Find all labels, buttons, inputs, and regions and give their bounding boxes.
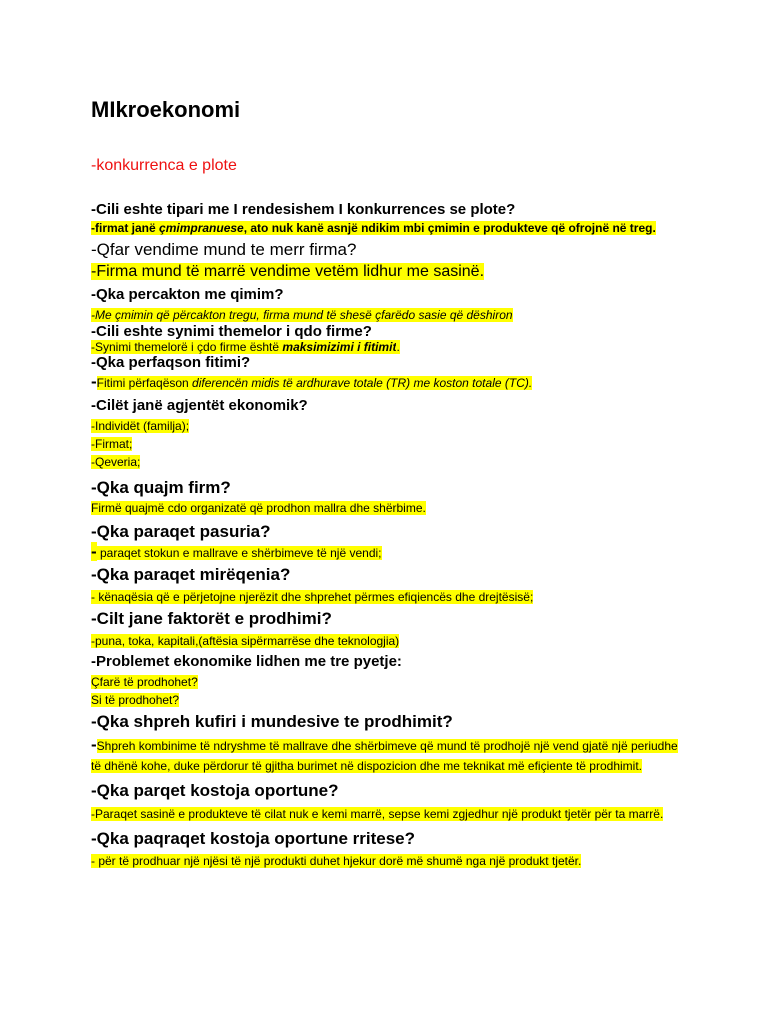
question: -Cilët janë agjentët ekonomik?	[91, 397, 308, 414]
document-subtitle: -konkurrenca e plote	[91, 157, 237, 174]
list-item: -Individët (familja);	[91, 419, 190, 433]
question: -Qka paraqet mirëqenia?	[91, 565, 291, 584]
answer: -firmat janë çmimpranuese, ato nuk kanë asnjë ndikim mbi çmimin e produkteve që ofrojnë në treg.	[91, 221, 656, 235]
answer: -Paraqet sasinë e produkteve të cilat nuk e kemi marrë, sepse kemi zgjedhur një produkt tjetër për ta marrë.	[91, 807, 664, 821]
answer: -Synimi themelorë i çdo firme është maksimizimi i fitimit.	[91, 340, 400, 354]
document-page	[91, 96, 691, 870]
answer: -Shpreh kombinime të ndryshme të mallrave dhe shërbimeve që mund të prodhojë një vend gjatë një periudhe të dhënë kohe, duke përdorur të gjitha burimet në dispozicion dhe me teknikat më efiçiente të prodhimit.	[91, 735, 678, 773]
question: -Qka quajm firm?	[91, 478, 231, 497]
answer: -Firma mund të marrë vendime vetëm lidhur me sasinë.	[91, 263, 485, 280]
list-item: -Firmat;	[91, 437, 133, 451]
question: -Qka paqraqet kostoja oportune rritese?	[91, 829, 416, 848]
question: -Cilt jane faktorët e prodhimi?	[91, 609, 332, 628]
answer: -Me çmimin që përcakton tregu, firma mund të shesë çfarëdo sasie që dëshiron	[91, 308, 513, 322]
answer: -puna, toka, kapitali,(aftësia sipërmarrëse dhe teknologjia)	[91, 634, 400, 648]
list-item: -Qeveria;	[91, 455, 141, 469]
question: -Qka perfaqson fitimi?	[91, 354, 251, 371]
answer: Firmë quajmë cdo organizatë që prodhon mallra dhe shërbime.	[91, 501, 426, 515]
question: -Problemet ekonomike lidhen me tre pyetje:	[91, 653, 402, 670]
question: -Cili eshte synimi themelor i qdo firme?	[91, 323, 372, 340]
answer: - paraqet stokun e mallrave e shërbimeve të një vendi;	[91, 542, 382, 561]
question: -Qka shpreh kufiri i mundesive te prodhimit?	[91, 712, 453, 731]
question: -Qka paraqet pasuria?	[91, 522, 271, 541]
question: -Qfar vendime mund te merr firma?	[91, 240, 357, 259]
question: -Qka parqet kostoja oportune?	[91, 781, 339, 800]
answer-list	[91, 417, 691, 471]
list-item: Çfarë të prodhohet?	[91, 675, 198, 689]
question: -Cili eshte tipari me I rendesishem I konkurrences se plote?	[91, 201, 516, 218]
answer: -Fitimi përfaqëson diferencën midis të ardhurave totale (TR) me koston totale (TC).	[91, 372, 533, 391]
document-title: MIkroekonomi	[91, 97, 241, 122]
question: -Qka percakton me qimim?	[91, 286, 284, 303]
answer: - kënaqësia që e përjetojne njerëzit dhe shprehet përmes efiqiencës dhe drejtësisë;	[91, 590, 534, 604]
list-item: Si të prodhohet?	[91, 693, 180, 707]
answer: - për të prodhuar një njësi të një produkti duhet hjekur dorë më shumë nga një produkt tjetër.	[91, 854, 582, 868]
answer-list	[91, 673, 691, 709]
